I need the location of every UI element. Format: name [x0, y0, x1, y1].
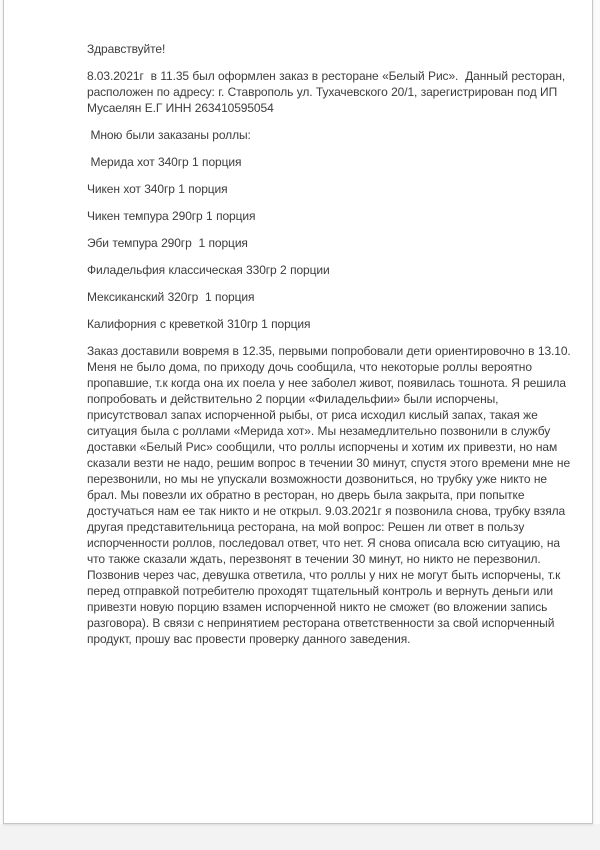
order-item: Чикен хот 340гр 1 порция	[87, 182, 228, 196]
greeting-line: Здравствуйте!	[87, 42, 166, 56]
order-item: Филадельфия классическая 330гр 2 порции	[87, 263, 330, 277]
document-content	[4, 0, 592, 823]
order-list-header: Мною были заказаны роллы:	[87, 128, 251, 142]
order-item: Калифорния с креветкой 310гр 1 порция	[87, 317, 311, 331]
order-item: Чикен темпура 290гр 1 порция	[87, 209, 256, 223]
intro-paragraph: 8.03.2021г в 11.35 был оформлен заказ в ресторане «Белый Рис». Данный ресторан, расположен по адресу: г. Ставрополь ул. Тухачевского 20/1, зарегистрирован под ИП Мусаелян Е.Г ИНН 263410595054	[87, 69, 569, 115]
document-page	[3, 0, 593, 824]
order-item: Эби темпура 290гр 1 порция	[87, 236, 248, 250]
complaint-paragraph: Заказ доставили вовремя в 12.35, первыми попробовали дети ориентировочно в 13.10. Меня не было дома, по приходу дочь сообщила, что некоторые роллы вероятно пропавшие, т.к когда она их поела у нее заболел живот, появилась тошнота. Я решила попробовать и действительно 2 порции «Филадельфии» были испорчены, присутствовал запах испорченной рыбы, от риса исходил кислый запах, такая же ситуация была с роллами «Мерида хот». Мы незамедлительно позвонили в службу доставки «Белый Рис» сообщили, что роллы испорчены и хотим их привезти, но нам сказали везти не надо, решим вопрос в течении 30 минут, спустя этого времени мне не перезвонили, но мы не упускали возможности дозвониться, но трубку уже никто не брал. Мы повезли их обратно в ресторан, но дверь была закрыта, при попытке достучаться нам ее так никто и не открыл. 9.03.2021г я позвонила снова, трубку взяла другая представительница ресторана, на мой вопрос: Решен ли ответ в пользу испорченности роллов, последовал ответ, что нет. Я снова описала всю ситуацию, на что также сказали ждать, перезвонят в течении 30 минут, но никто не перезвонил. Позвонив через час, девушка ответила, что роллы у них не могут быть испорчены, т.к перед отправкой потребителю проходят тщательный контроль и вернуть деньги или привезти новую порцию взамен испорченной никто не сможет (во вложении запись разговора). В связи с непринятием ресторана ответственности за свой испорченный продукт, прошу вас провести проверку данного заведения.	[87, 344, 575, 646]
order-item: Мексиканский 320гр 1 порция	[87, 290, 255, 304]
page-bottom-gap	[0, 824, 600, 850]
order-item: Мерида хот 340гр 1 порция	[87, 155, 242, 169]
